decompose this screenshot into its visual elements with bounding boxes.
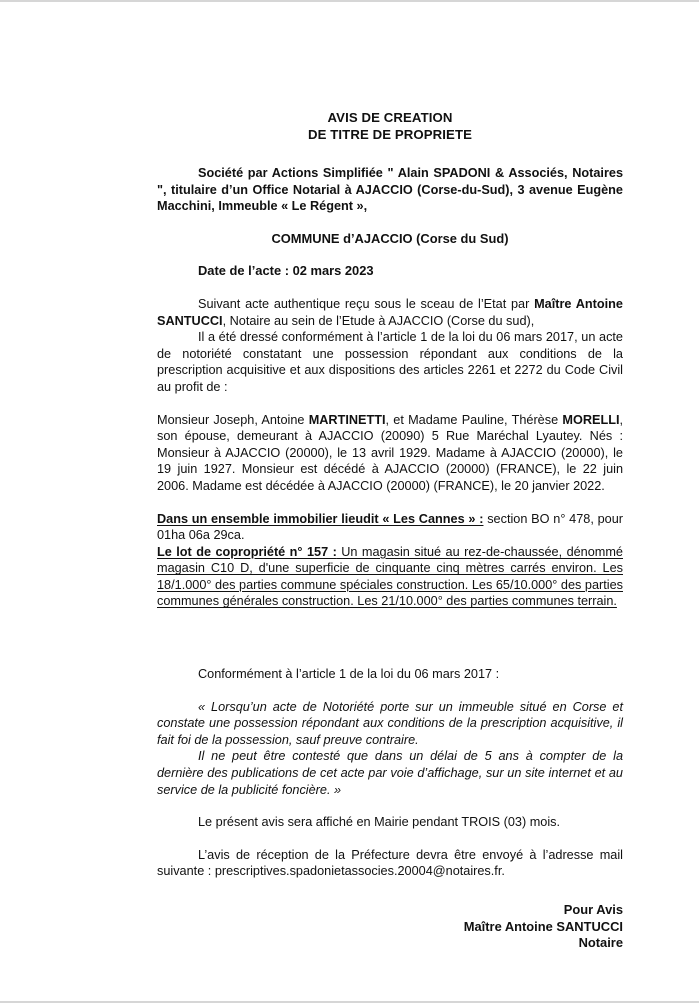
party-text-3: , son épouse, demeurant à AJACCIO (20090) 5 Rue Maréchal Lyautey. Nés : Monsieur à AJACCIO (20000), le 13 avril 1929. Madame à AJACCIO (20000), le 19 juin 1927. Monsieur est décédé à AJACCIO (20000) (FRANCE), le 22 juin 2006. Madame est décédée à AJACCIO (20000) (FRANCE), le 20 janvier 2022. [157,412,623,493]
law-quote-paragraph-2: Il ne peut être contesté que dans un délai de 5 ans à compter de la dernière des publications de cet acte par voie d’affichage, sur un site internet et au service de la publicité foncière. » [157,749,623,797]
spacer [157,215,623,231]
lot-label: Le lot de copropriété n° 157 : [157,544,337,559]
spacer [157,683,623,699]
party-text-1: Monsieur Joseph, Antoine [157,412,309,427]
deed-intro-suffix: , Notaire au sein de l’Etude à AJACCIO (Corse du sud), [222,313,535,328]
deed-intro-paragraph [157,296,623,329]
spacer [157,396,623,412]
signature-line-3: Notaire [578,935,623,951]
spacer [157,831,623,847]
party-text-2: , et Madame Pauline, Thérèse [385,412,563,427]
signature-line-2: Maître Antoine SANTUCCI [463,918,623,934]
spacer [157,143,623,165]
page-title-line-1: AVIS DE CREATION [327,110,453,125]
page-title-line-2: DE TITRE DE PROPRIETE [307,126,473,142]
deed-intro-prefix: Suivant acte authentique reçu sous le sceau de l’Etat par [198,296,535,311]
spacer [157,880,623,902]
deed-intro-notary-name: Maître Antoine SANTUCCI [157,296,623,328]
signature-line-1: Pour Avis [563,902,623,917]
spacer [157,610,623,666]
estate-value: section BO n° 478, pour 01ha 06a 29ca. [157,511,624,543]
commune-heading: COMMUNE d’AJACCIO (Corse du Sud) [271,230,509,246]
posting-notice-paragraph: Le présent avis sera affiché en Mairie pendant TROIS (03) mois. [198,815,561,830]
spacer [157,280,623,296]
document-title-block [157,110,623,143]
estate-paragraph [157,511,623,544]
parties-paragraph [157,412,623,495]
estate-label: Dans un ensemble immobilier lieudit « Les Cannes » : [157,511,484,526]
signature-block [157,902,623,952]
law-quote-paragraph-1: « Lorsqu’un acte de Notoriété porte sur un immeuble situé en Corse et constate une possession répondant aux conditions de la prescription acquisitive, il fait foi de la possession, sauf preuve contraire. [157,699,623,747]
spacer [157,798,623,814]
lot-paragraph [157,544,623,610]
party-name-morelli: MORELLI [562,412,620,427]
notary-firm-paragraph: Société par Actions Simplifiée " Alain SPADONI & Associés, Notaires ", titulaire d’un Office Notarial à AJACCIO (Corse-du-Sud), 3 avenue Eugène Macchini, Immeuble « Le Régent », [157,166,623,214]
mail-notice-paragraph: L’avis de réception de la Préfecture devra être envoyé à l’adresse mail suivante : prescriptives.spadonietassocies.20004@notaires.fr. [157,847,623,879]
act-date: Date de l’acte : 02 mars 2023 [198,263,374,279]
deed-body-paragraph: Il a été dressé conformément à l’article 1 de la loi du 06 mars 2017, un acte de notoriété constatant une possession répondant aux conditions de la prescription acquisitive et aux dispositions des articles 2261 et 2272 du Code Civil au profit de : [157,330,623,394]
document-body [157,2,623,952]
lot-value: Un magasin situé au rez-de-chaussée, dénommé magasin C10 D, d'une superficie de cinquante cinq mètres carrés environ. Les 18/1.000° des parties commune spéciales construction. Les 65/10.000° des parties communes générales construction. Les 21/10.000° des parties communes terrain. [157,544,623,609]
spacer [157,247,623,263]
law-reference-paragraph: Conformément à l’article 1 de la loi du 06 mars 2017 : [198,667,500,682]
spacer [157,495,623,511]
party-name-martinetti: MARTINETTI [308,412,386,427]
